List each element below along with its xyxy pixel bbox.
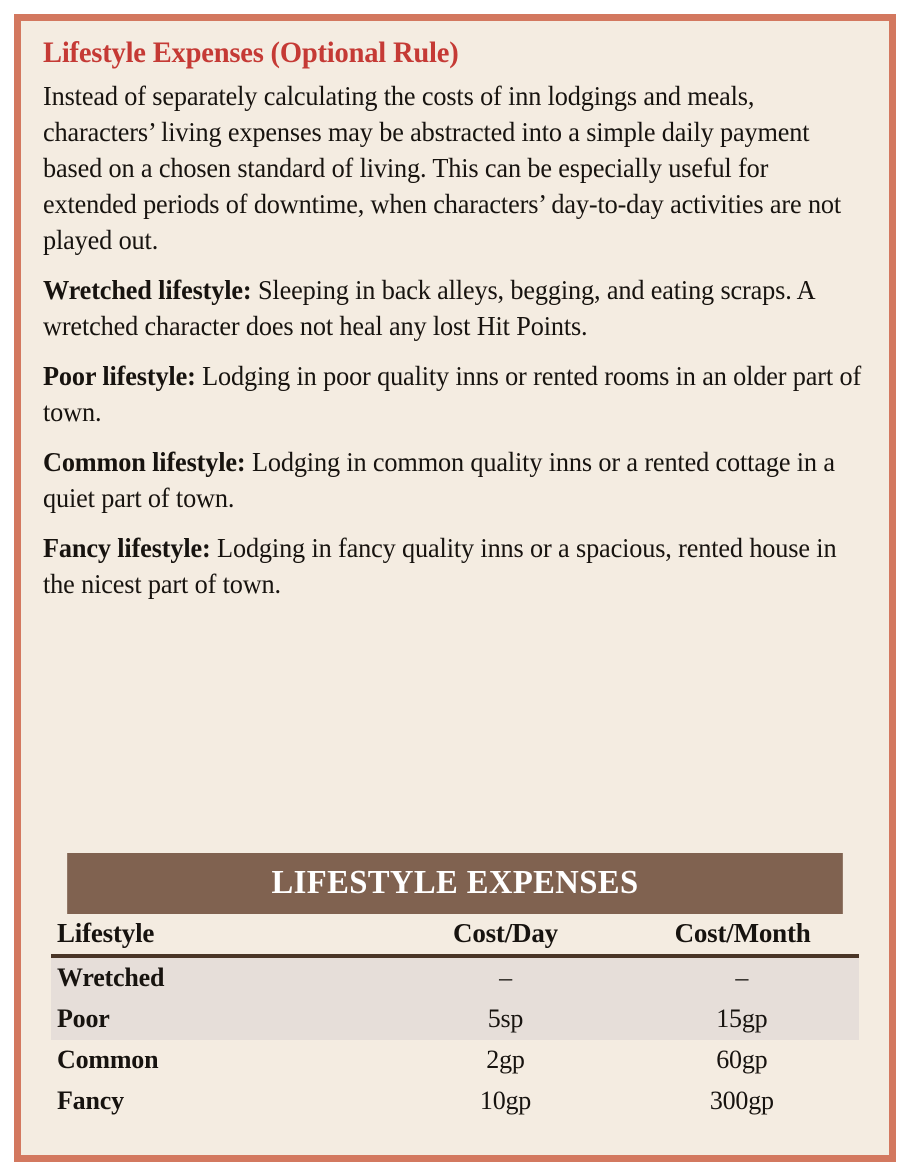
lifestyle-entry-wretched (43, 272, 865, 344)
cell-cost-month: 15gp (625, 999, 859, 1040)
entry-lead-in: Common lifestyle: (43, 445, 246, 477)
table-row (51, 956, 859, 999)
table-row (51, 999, 859, 1040)
table-header-row (51, 916, 859, 956)
lifestyle-entry-fancy (43, 530, 865, 602)
column-header-cost-month: Cost/Month (625, 916, 859, 956)
intro-paragraph: Instead of separately calculating the costs of inn lodgings and meals, characters’ living expenses may be abstracted into a simple daily payment based on a chosen standard of living. This can be especially useful for extended periods of downtime, when characters’ day-to-day activities are not played out. (43, 79, 842, 255)
entry-text: Lodging in common quality inns or a rented cottage in a quiet part of town. (43, 445, 835, 513)
cell-lifestyle: Common (51, 1040, 386, 1081)
table-row (51, 1081, 859, 1122)
cell-lifestyle: Poor (51, 999, 386, 1040)
lifestyle-entry-common (43, 444, 865, 516)
cell-cost-day: 5sp (386, 999, 624, 1040)
cell-cost-day: – (386, 956, 624, 999)
entry-lead-in: Poor lifestyle: (43, 359, 196, 391)
lifestyle-expenses-table (51, 853, 859, 1122)
entry-text: Lodging in poor quality inns or rented rooms in an older part of town. (43, 359, 862, 427)
cell-cost-day: 10gp (386, 1081, 624, 1122)
entry-lead-in: Wretched lifestyle: (43, 273, 252, 305)
cell-lifestyle: Wretched (51, 956, 386, 999)
column-header-lifestyle: Lifestyle (51, 916, 386, 956)
cell-cost-month: 60gp (625, 1040, 859, 1081)
page-title: Lifestyle Expenses (Optional Rule) (43, 36, 459, 69)
cell-cost-month: – (625, 956, 859, 999)
table-row (51, 1040, 859, 1081)
entry-text: Lodging in fancy quality inns or a spacious, rented house in the nicest part of town. (43, 531, 837, 599)
lifestyle-entry-poor (43, 358, 865, 430)
column-header-cost-day: Cost/Day (386, 916, 624, 956)
cell-cost-day: 2gp (386, 1040, 624, 1081)
cell-cost-month: 300gp (625, 1081, 859, 1122)
entry-text: Sleeping in back alleys, begging, and eating scraps. A wretched character does not heal any lost Hit Points. (43, 273, 815, 341)
lifestyle-expenses-sidebar (14, 14, 896, 1162)
table-banner-title: LIFESTYLE EXPENSES (67, 853, 843, 914)
entry-lead-in: Fancy lifestyle: (43, 531, 211, 563)
cell-lifestyle: Fancy (51, 1081, 386, 1122)
